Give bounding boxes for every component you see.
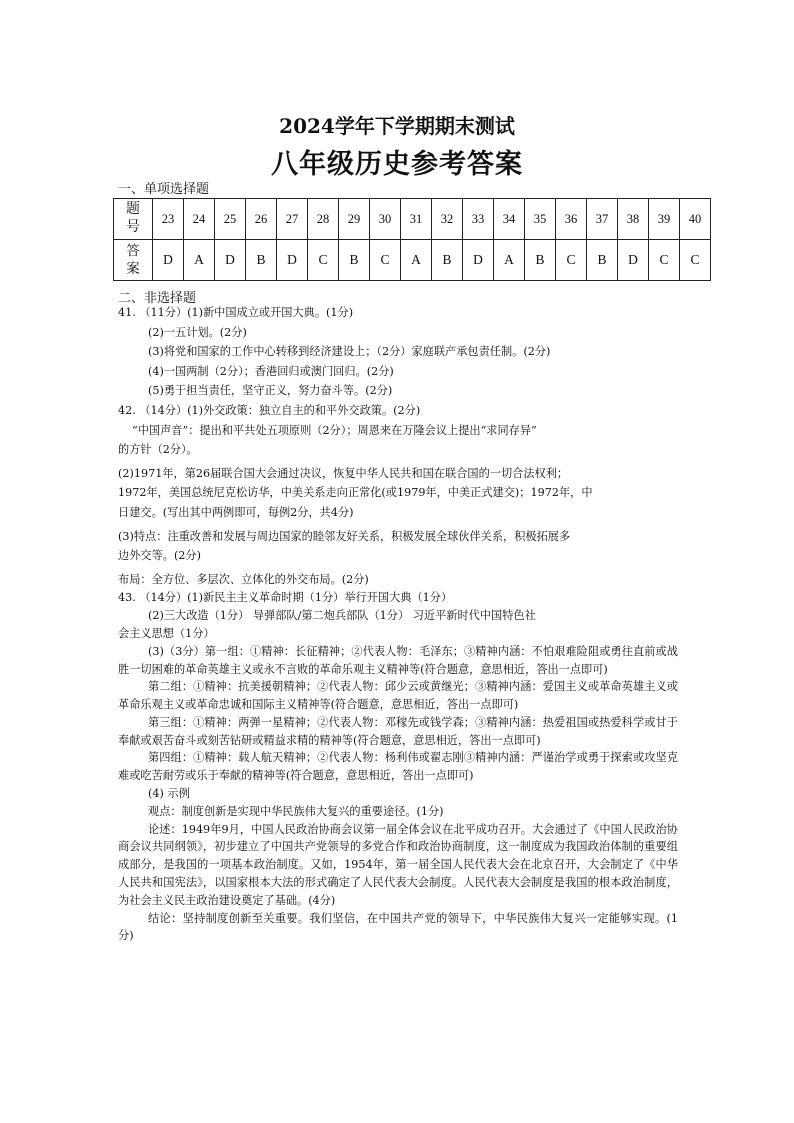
answer-cell: C xyxy=(308,240,339,281)
section-non-choice-heading: 二、非选择题 xyxy=(118,291,197,306)
question-number-cell: 35 xyxy=(525,199,556,240)
answer-cell: A xyxy=(401,240,432,281)
q43-group-4: 第四组：①精神：载人航天精神；②代表人物：杨利伟或翟志刚③精神内涵：严谨治学或勇于探索或攻坚克难或吃苦耐劳或乐于奉献的精神等(符合题意，意思相近，答出一点即可) xyxy=(118,751,678,783)
answer-cell: D xyxy=(153,240,184,281)
section-multiple-choice-heading: 一、单项选择题 xyxy=(118,182,210,197)
q42-line: 布局：全方位、多层次、立体化的外交布局。(2分) xyxy=(118,572,369,586)
exam-title: 2024学年下学期期末测试 xyxy=(279,114,515,138)
question-number-cell: 36 xyxy=(556,199,587,240)
answer-cell: D xyxy=(215,240,246,281)
answer-cell: D xyxy=(463,240,494,281)
answer-cell: C xyxy=(556,240,587,281)
question-number-cell: 25 xyxy=(215,199,246,240)
answer-cell: C xyxy=(649,240,680,281)
q41-line: (4)一国两制（2分）；香港回归或澳门回归。(2分) xyxy=(148,364,394,378)
q42-line: 日建交。(写出其中两例即可，每例2分，共4分) xyxy=(118,505,354,519)
question-number-cell: 34 xyxy=(494,199,525,240)
q42-line: (2)1971年，第26届联合国大会通过决议，恢复中华人民共和国在联合国的一切合法权利； xyxy=(118,466,569,480)
q43-line: 会主义思想（1分） xyxy=(118,626,215,640)
question-number-cell: 23 xyxy=(153,199,184,240)
answer-row xyxy=(114,240,711,281)
question-41 xyxy=(118,303,678,401)
question-number-row xyxy=(114,199,711,240)
q43-line: (2)三大改造（1分） 导弹部队/第二炮兵部队（1分） 习近平新时代中国特色社 xyxy=(148,609,536,623)
answer-cell: B xyxy=(587,240,618,281)
question-number-cell: 40 xyxy=(680,199,711,240)
q41-line: 41. （11分）(1)新中国成立或开国大典。(1分) xyxy=(118,306,354,319)
question-number-cell: 38 xyxy=(618,199,649,240)
answer-table xyxy=(113,198,711,281)
q41-line: (5)勇于担当责任，坚守正义，努力奋斗等。(2分) xyxy=(148,384,393,398)
q43-group-3: 第三组：①精神：两弹一星精神；②代表人物：邓稼先或钱学森；③精神内涵：热爱祖国或热爱科学或甘于奉献或艰苦奋斗或刻苦钻研或精益求精的精神等(符合题意，意思相近，答出一点即可) xyxy=(118,715,678,747)
question-43 xyxy=(118,589,678,945)
q43-argument: 论述：1949年9月，中国人民政治协商会议第一届全体会议在北平成功召开。大会通过了《中国人民政治协商会议共同纲领》，初步建立了中国共产党领导的多党合作和政治协商制度，这一制度成为我国政治体制的重要组成部分，是我国的一项基本政治制度。又如，1954年，第一届全国人民代表大会在北京召开，大会制定了《中华人民共和国宪法》，以国家根本大法的形式确定了人民代表大会制度。人民代表大会制度是我国的根本政治制度，为社会主义民主政治建设奠定了基础。(4分) xyxy=(118,822,678,907)
q43-group-2: 第二组：①精神：抗美援朝精神；②代表人物：邱少云或黄继光；③精神内涵：爱国主义或革命英雄主义或革命乐观主义或革命忠诚和国际主义精神等(符合题意，意思相近，答出一点即可) xyxy=(118,680,678,712)
row-header-question-number: 题 号 xyxy=(114,199,153,240)
answer-cell: D xyxy=(277,240,308,281)
q42-line: “中国声音”：提出和平共处五项原则（2分）；周恩来在万隆会议上提出“求同存异” xyxy=(132,423,537,437)
q42-line: 42. （14分）(1)外交政策：独立自主的和平外交政策。(2分) xyxy=(118,403,421,417)
answer-cell: A xyxy=(494,240,525,281)
q43-part4-heading: (4) 示例 xyxy=(148,787,190,801)
answer-cell: B xyxy=(339,240,370,281)
question-number-cell: 32 xyxy=(432,199,463,240)
question-number-cell: 30 xyxy=(370,199,401,240)
q42-line: 的方针（2分）。 xyxy=(118,443,198,457)
question-number-cell: 27 xyxy=(277,199,308,240)
answer-cell: C xyxy=(370,240,401,281)
answer-cell: B xyxy=(432,240,463,281)
row-header-answer: 答 案 xyxy=(114,240,153,281)
question-number-cell: 37 xyxy=(587,199,618,240)
question-number-cell: 28 xyxy=(308,199,339,240)
q43-viewpoint: 观点：制度创新是实现中华民族伟大复兴的重要途径。(1分) xyxy=(148,804,444,818)
q43-line: 43. （14分）(1)新民主主义革命时期（1分）举行开国大典（1分） xyxy=(118,591,453,605)
answer-body xyxy=(118,303,678,945)
question-number-cell: 29 xyxy=(339,199,370,240)
answer-cell: C xyxy=(680,240,711,281)
q41-line: (2)一五计划。(2分) xyxy=(148,325,247,339)
question-number-cell: 26 xyxy=(246,199,277,240)
q42-line: (3)特点：注重改善和发展与周边国家的睦邻友好关系，积极发展全球伙伴关系，积极拓展多 xyxy=(118,529,571,543)
answer-cell: B xyxy=(246,240,277,281)
question-number-cell: 33 xyxy=(463,199,494,240)
q43-group-1: (3)（3分）第一组：①精神：长征精神；②代表人物：毛泽东；③精神内涵：不怕艰难险阻或勇往直前或战胜一切困难的革命英雄主义或永不言败的革命乐观主义精神等(符合题意，意思相近，答出一点即可) xyxy=(118,644,678,676)
q43-conclusion: 结论：坚持制度创新至关重要。我们坚信，在中国共产党的领导下，中华民族伟大复兴一定能够实现。(1分) xyxy=(118,911,678,943)
question-number-cell: 39 xyxy=(649,199,680,240)
question-number-cell: 24 xyxy=(184,199,215,240)
answer-cell: D xyxy=(618,240,649,281)
answer-key-title: 八年级历史参考答案 xyxy=(271,149,523,180)
question-42 xyxy=(118,401,678,589)
q42-line: 1972年，美国总统尼克松访华，中美关系走向正常化(或1979年，中美正式建交)；1972年，中 xyxy=(118,486,593,500)
q41-line: (3)将党和国家的工作中心转移到经济建设上；（2分）家庭联产承包责任制。(2分) xyxy=(148,345,551,359)
answer-cell: A xyxy=(184,240,215,281)
answer-cell: B xyxy=(525,240,556,281)
q42-line: 边外交等。(2分) xyxy=(118,549,201,563)
question-number-cell: 31 xyxy=(401,199,432,240)
